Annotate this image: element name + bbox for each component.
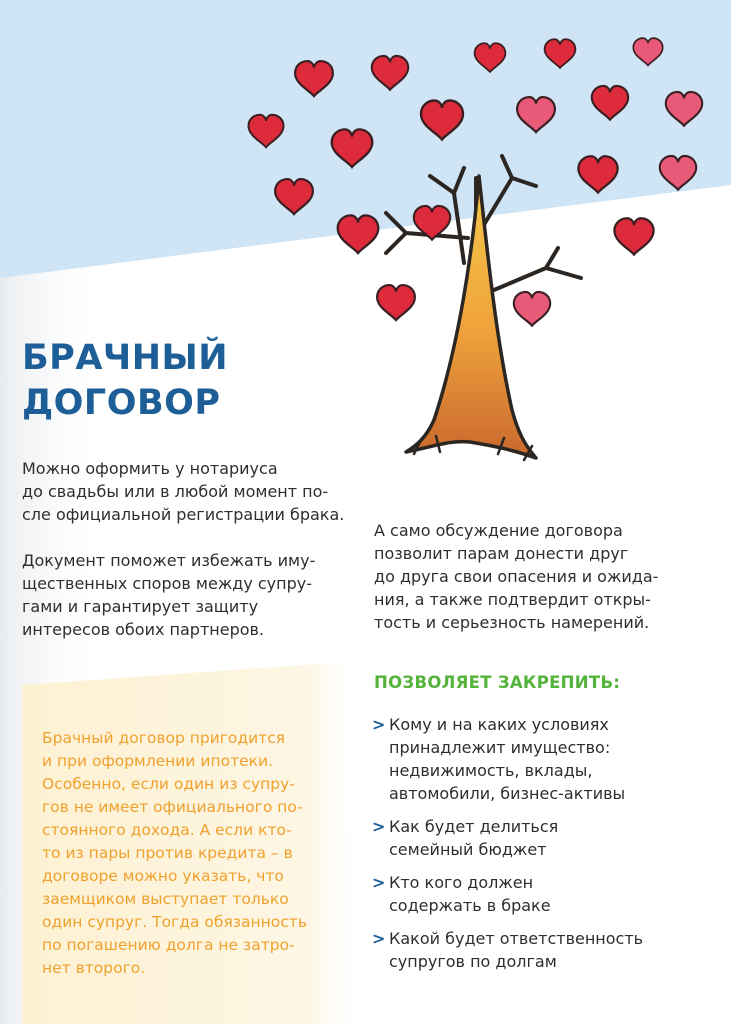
chevron-right-icon: > bbox=[372, 873, 386, 892]
text-line: супругов по долгам bbox=[389, 952, 557, 971]
text-line: Особенно, если один из супру- bbox=[42, 775, 295, 793]
chevron-right-icon: > bbox=[372, 817, 386, 836]
text-line: А само обсуждение договора bbox=[374, 521, 623, 540]
heart bbox=[332, 129, 373, 167]
title-line: БРАЧНЫЙ bbox=[22, 338, 229, 378]
heart bbox=[545, 39, 576, 68]
text-line: тость и серьезность намерений. bbox=[374, 613, 650, 632]
allows-list bbox=[372, 713, 643, 983]
text-line: гами и гарантирует защиту bbox=[22, 597, 259, 616]
title-line: ДОГОВОР bbox=[22, 383, 221, 423]
document-paragraph bbox=[22, 549, 315, 641]
text-line: Брачный договор пригодится bbox=[42, 729, 286, 747]
text-line: нет второго. bbox=[42, 959, 146, 977]
text-line: то из пары против кредита – в bbox=[42, 844, 293, 862]
list-item bbox=[372, 815, 643, 861]
heart bbox=[666, 92, 702, 126]
text-line: Какой будет ответственность bbox=[389, 929, 644, 948]
heart-tree-illustration bbox=[236, 28, 716, 488]
list-item bbox=[372, 927, 643, 973]
heart bbox=[578, 156, 617, 192]
chevron-right-icon: > bbox=[372, 929, 386, 948]
text-line: сле официальной регистрации брака. bbox=[22, 505, 345, 524]
allows-heading: ПОЗВОЛЯЕТ ЗАКРЕПИТЬ: bbox=[374, 673, 621, 692]
text-line: интересов обоих партнеров. bbox=[22, 620, 265, 639]
heart bbox=[475, 43, 506, 72]
text-line: гов не имеет официального по- bbox=[42, 798, 303, 816]
text-line: щественных споров между супру- bbox=[22, 574, 312, 593]
text-line: до свадьбы или в любой момент по- bbox=[22, 482, 329, 501]
heart bbox=[377, 285, 415, 320]
list-item bbox=[372, 713, 643, 805]
text-line: Документ поможет избежать иму- bbox=[22, 551, 316, 570]
text-line: и при оформлении ипотеки. bbox=[42, 752, 273, 770]
heart bbox=[421, 101, 463, 140]
heart bbox=[514, 292, 550, 326]
mortgage-box-text bbox=[42, 727, 307, 980]
text-line: по погашению долга не затро- bbox=[42, 936, 295, 954]
text-line: договоре можно указать, что bbox=[42, 867, 284, 885]
intro-paragraph bbox=[22, 457, 344, 526]
heart bbox=[372, 56, 408, 90]
heart bbox=[592, 86, 628, 120]
text-line: недвижимость, вклады, bbox=[389, 761, 593, 780]
heart bbox=[338, 215, 379, 253]
text-line: Как будет делиться bbox=[389, 817, 559, 836]
list-item bbox=[372, 871, 643, 917]
text-line: семейный бюджет bbox=[389, 840, 547, 859]
heart bbox=[249, 115, 284, 148]
text-line: Кто кого должен bbox=[389, 873, 534, 892]
text-line: заемщиком выступает только bbox=[42, 890, 289, 908]
text-line: один супруг. Тогда обязанность bbox=[42, 913, 307, 931]
heart bbox=[295, 61, 333, 96]
text-line: Кому и на каких условиях bbox=[389, 715, 609, 734]
text-line: содержать в браке bbox=[389, 896, 551, 915]
text-line: стоянного дохода. А если кто- bbox=[42, 821, 292, 839]
heart bbox=[660, 156, 696, 190]
heart bbox=[633, 38, 662, 65]
text-line: Можно оформить у нотариуса bbox=[22, 459, 278, 478]
heart bbox=[517, 97, 555, 132]
text-line: ния, а также подтвердит откры- bbox=[374, 590, 651, 609]
text-line: автомобили, бизнес-активы bbox=[389, 784, 626, 803]
text-line: позволит парам донести друг bbox=[374, 544, 629, 563]
page-title bbox=[22, 336, 228, 426]
discussion-paragraph bbox=[374, 519, 658, 634]
text-line: принадлежит имущество: bbox=[389, 738, 611, 757]
heart bbox=[275, 179, 313, 214]
text-line: до друга свои опасения и ожида- bbox=[374, 567, 659, 586]
heart bbox=[614, 218, 653, 254]
chevron-right-icon: > bbox=[372, 715, 386, 734]
